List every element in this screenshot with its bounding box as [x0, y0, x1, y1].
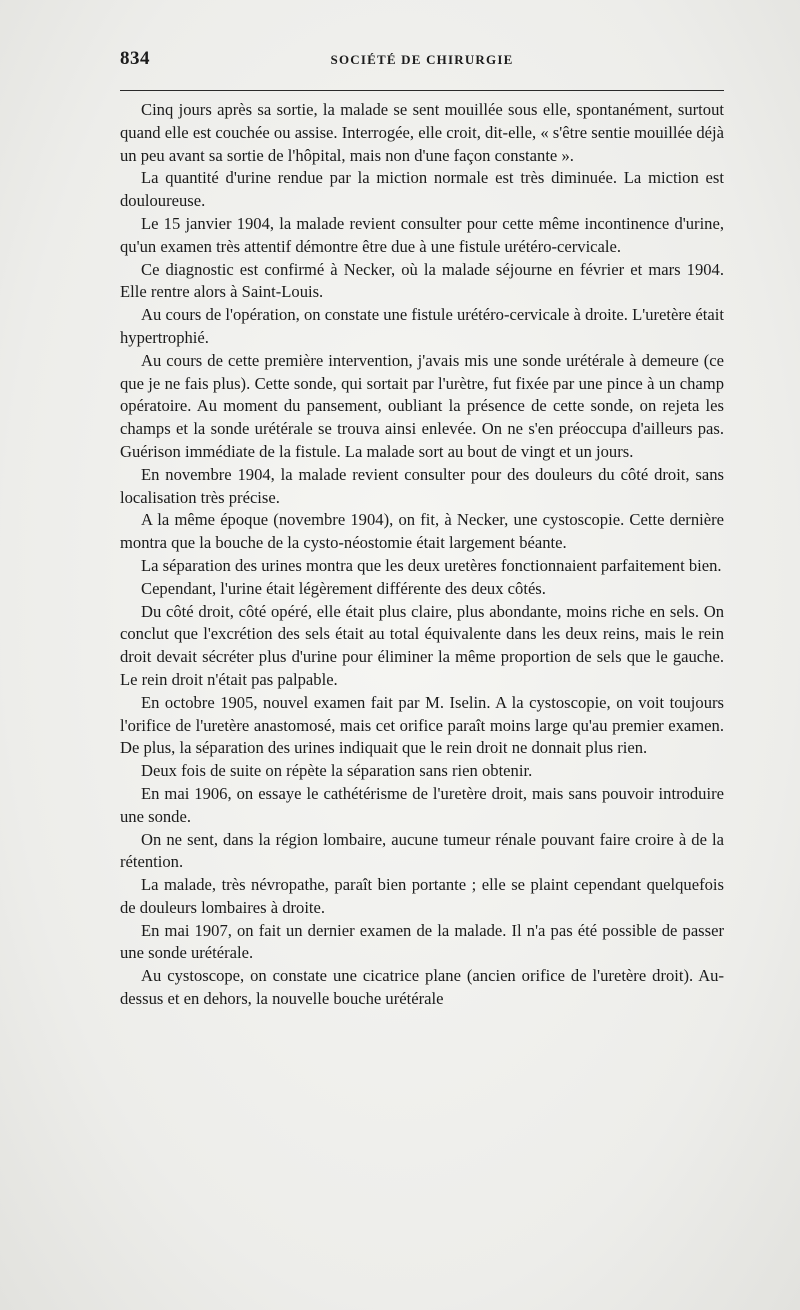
paragraph: Au cystoscope, on constate une cicatrice plane (ancien orifice de l'uretère droit). Au-dessus et en dehors, la nouvelle bouche urétérale — [120, 966, 724, 1009]
page-header — [120, 48, 724, 72]
body-text — [120, 99, 724, 1011]
paragraph: Cinq jours après sa sortie, la malade se sent mouillée sous elle, spontanément, surtout quand elle est couchée ou assise. Interrogée, elle croit, dit-elle, « s'être sentie mouillée déjà un peu avant sa sortie de l'hôpital, mais non d'une façon constante ». — [120, 100, 724, 165]
paragraph: En novembre 1904, la malade revient consulter pour des douleurs du côté droit, sans localisation très précise. — [120, 464, 724, 507]
paragraph: En mai 1906, on essaye le cathétérisme de l'uretère droit, mais sans pouvoir introduire une sonde. — [120, 783, 724, 826]
paragraph: Au cours de l'opération, on constate une fistule urétéro-cervicale à droite. L'uretère était hypertrophié. — [120, 305, 724, 347]
paragraph: La malade, très névropathe, paraît bien portante ; elle se plaint cependant quelquefois de douleurs lombaires à droite. — [120, 875, 724, 917]
paragraph: Du côté droit, côté opéré, elle était plus claire, plus abondante, moins riche en sels. On conclut que l'excrétion des sels était au total équivalente dans les deux reins, mais le rein droit devait sécréter plus d'urine pour éliminer la même proportion de sels que le gauche. Le rein droit n'était pas palpable. — [120, 601, 724, 689]
header-rule — [120, 90, 724, 91]
paragraph: Cependant, l'urine était légèrement différente des deux côtés. — [141, 578, 546, 598]
paragraph: La quantité d'urine rendue par la miction normale est très diminuée. La miction est douloureuse. — [120, 168, 724, 211]
paragraph: Ce diagnostic est confirmé à Necker, où la malade séjourne en février et mars 1904. Elle rentre alors à Saint-Louis. — [120, 259, 724, 302]
paragraph: Deux fois de suite on répète la séparation sans rien obtenir. — [141, 761, 533, 781]
paragraph: Le 15 janvier 1904, la malade revient consulter pour cette même incontinence d'urine, qu'un examen très attentif démontre être due à une fistule urétéro-cervicale. — [120, 213, 724, 256]
paragraph: Au cours de cette première intervention, j'avais mis une sonde urétérale à demeure (ce que je ne fais plus). Cette sonde, qui sortait par l'urètre, fut fixée par une pince à un champ opératoire. Au moment du pansement, oubliant la présence de cette sonde, on rejeta les champs et la sonde urétérale se trouva ainsi enlevée. On ne s'en préoccupa d'ailleurs pas. Guérison immédiate de la fistule. La malade sort au bout de vingt et un jours. — [120, 350, 724, 461]
paragraph: La séparation des urines montra que les deux uretères fonctionnaient parfaitement bien. — [141, 555, 722, 575]
paragraph: En octobre 1905, nouvel examen fait par M. Iselin. A la cystoscopie, on voit toujours l'orifice de l'uretère anastomosé, mais cet orifice paraît moins large qu'au premier examen. De plus, la séparation des urines indiquait que le rein droit ne donnait plus rien. — [120, 692, 724, 758]
running-title: SOCIÉTÉ DE CHIRURGIE — [330, 52, 514, 67]
paragraph: On ne sent, dans la région lombaire, aucune tumeur rénale pouvant faire croire à de la rétention. — [120, 829, 724, 872]
page-number: 834 — [120, 48, 150, 69]
paragraph: En mai 1907, on fait un dernier examen de la malade. Il n'a pas été possible de passer une sonde urétérale. — [120, 920, 724, 963]
paragraph: A la même époque (novembre 1904), on fit, à Necker, une cystoscopie. Cette dernière montra que la bouche de la cysto-néostomie était largement béante. — [120, 510, 724, 553]
